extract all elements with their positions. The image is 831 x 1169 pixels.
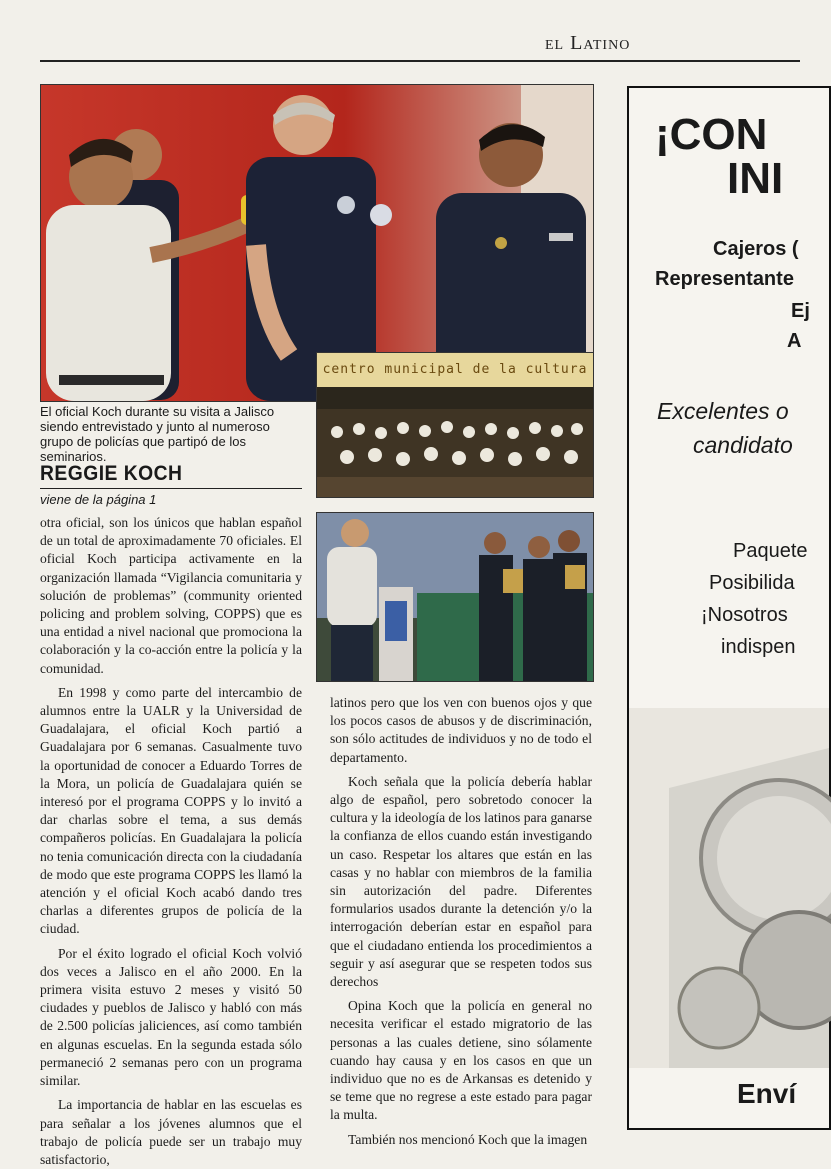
continued-from: viene de la página 1 [40,492,157,507]
photo-caption: El oficial Koch durante su visita a Jalisco siendo entrevistado y junto al numeroso grupo de policías que partipó de los seminarios. [40,404,275,464]
paragraph: También nos mencionó Koch que la imagen [348,1131,588,1147]
paragraph: Koch señala que la policía debería hablar algo de español, pero sobretodo conocer la cultura y la ideología de los latinos para ganarse la confianza de ellos cuando están investigando un caso. Respetar los altares que están en las casas y no hablar con miembros de la familia sin autorización del padre. Diferentes formularios usados durante la detención y/o la interrogación deberían estar en español para que el ciudadano entienda los procedimientos a seguir y así asegurar que se respeten todos sus derechos [330,773,592,990]
photo-centro-municipal [316,352,594,498]
photo-ceremony [316,512,594,682]
crowd-illustration [317,387,593,497]
ad-footer: Enví [737,1078,797,1109]
paragraph: latinos pero que los ven con buenos ojos y que los pocos casos de abusos y de discriminación, son sólo actitudes de individuos y no de todo el departamento. [330,695,592,765]
article-headline: REGGIE KOCH [40,462,183,485]
ad-heading-1: ¡CON [655,110,768,159]
ad-line: A [787,330,802,352]
ad-regular-line: indispen [721,636,796,658]
centro-banner: centro municipal de la cultura [317,353,593,387]
paragraph: Por el éxito logrado el oficial Koch volvió dos veces a Jalisco en el año 2000. En la primera visita estuvo 2 meses y visitó 50 ciudades y pueblos de Jalisco y habló con más de 2.500 policías jaliciences, así como también en algunas escuelas. En la segunda estada sólo permaneció 2 semanas pero con un programa similar. [40,945,302,1089]
masthead: el Latino [545,32,631,54]
ad-italic-line: candidato [693,432,793,458]
ad-line: Ej [791,300,810,322]
ad-regular-line: ¡Nosotros [701,604,788,626]
ad-line: Representante [655,268,794,290]
headline-rule [40,488,302,489]
ad-line: Cajeros ( [713,238,799,260]
paragraph: La importancia de hablar en las escuelas es para señalar a los jóvenes alumnos que el trabajo de policía puede ser un trabajo muy satisfactorio, [40,1097,302,1167]
advertisement [627,86,831,1130]
paragraph: En 1998 y como parte del intercambio de alumnos entre la UALR y la Universidad de Guadalajara, el oficial Koch partió a Guadalajara por 6 semanas. Casualmente tuvo la oportunidad de conocer a Eduardo Torres de la Mora, un policía de Guadalajara quién se interesó por el programa COPPS y lo invitó a dar charlas sobre el tema, a sus demás compañeros policías. En Guadalajara la policía no tenia comunicación directa con la ciudadanía de modo que este programa COPPS les llamó la atención y el oficial Koch acabó dando tres charlas a diferentes grupos de policía de la ciudad. [40,684,302,937]
paragraph: otra oficial, son los únicos que hablan español de un total de aproximadamente 70 oficiales. El oficial Koch participa activamente en la organización llamada “Vigilancia comunitaria y solución de problemas” (community oriented policing and problem solving, COPPS) que es una entidad a nivel nacional que promociona la colaboración y la co-acción entre la policía y la comunidad. [40,515,302,676]
coins-illustration [629,708,829,1068]
ad-heading-2: INI [727,154,784,203]
masthead-rule [40,60,800,62]
paragraph: Opina Koch que la policía en general no necesita verificar el estado migratorio de las personas a las cuales detiene, sino sólamente cuando hay causa y en los casos en que un individuo que no es de Arkansas es detenido y se teme que no regrese a este estado para pagar la multa. [330,998,592,1123]
article-column-2 [330,694,592,1147]
ad-regular-line: Posibilida [709,572,795,594]
ceremony-illustration [317,513,593,681]
ad-regular-line: Paquete [733,540,808,562]
article-column-1 [40,514,302,1167]
ad-italic-line: Excelentes o [657,398,789,424]
